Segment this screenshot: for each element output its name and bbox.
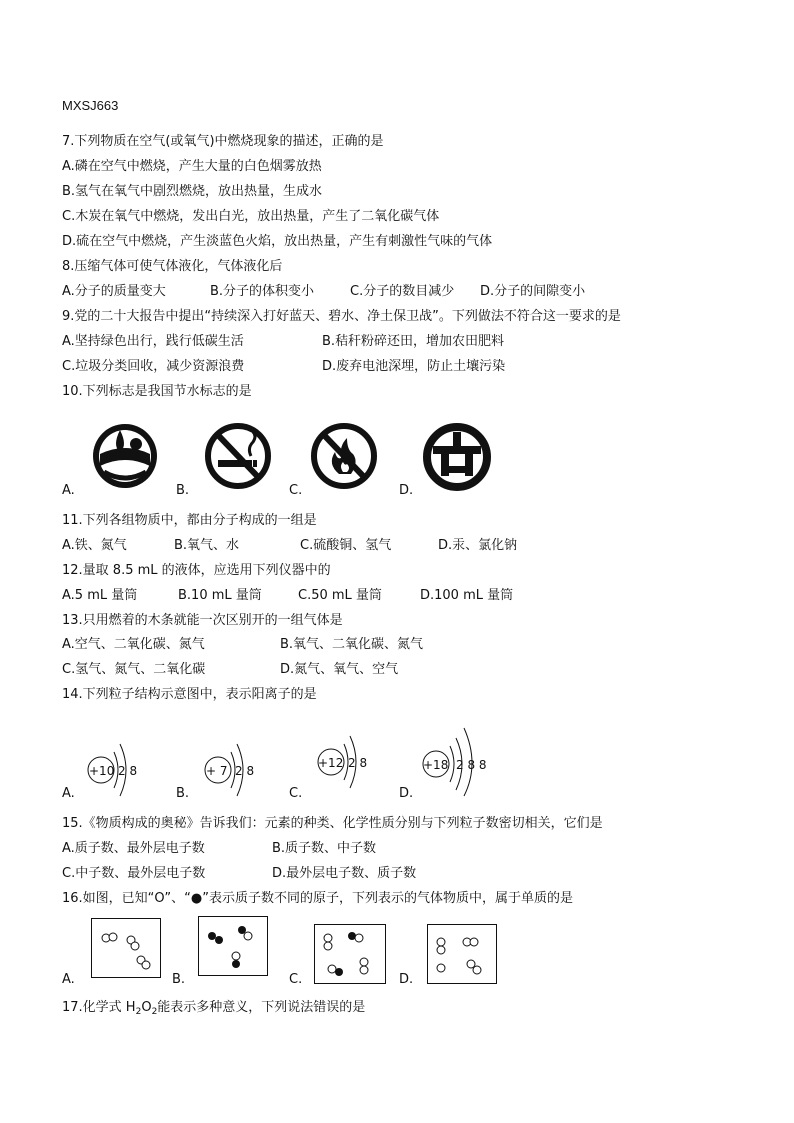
q14-shells-b: 2 8 — [235, 764, 255, 778]
q13-option-a: A.空气、二氧化碳、氮气 — [62, 637, 205, 652]
q7-option-d: D.硫在空气中燃烧，产生淡蓝色火焰，放出热量，产生有刺激性气味的气体 — [62, 234, 493, 249]
no-smoking-sign-icon — [203, 420, 273, 492]
q14-shells-c: 2 8 — [348, 756, 368, 770]
q8-option-a: A.分子的质量变大 — [62, 284, 166, 299]
q11-stem: 11.下列各组物质中，都由分子构成的一组是 — [62, 513, 317, 528]
q17-sub1: 2 — [135, 1007, 142, 1017]
molecule-box-d-icon — [427, 924, 497, 984]
q7-option-c: C.木炭在氧气中燃烧，发出白光，放出热量，产生了二氧化碳气体 — [62, 209, 440, 224]
q10-label-d: D. — [399, 483, 414, 498]
q15-option-c: C.中子数、最外层电子数 — [62, 866, 206, 881]
q12-option-c: C.50 mL 量筒 — [298, 588, 382, 603]
q14-nucleus-d: +18 — [423, 758, 449, 772]
q11-option-b: B.氧气、水 — [174, 538, 240, 553]
q7-option-b: B.氢气在氧气中剧烈燃烧，放出热量，生成水 — [62, 184, 323, 199]
q13-option-b: B.氧气、二氧化碳、氮气 — [280, 637, 424, 652]
q10-label-c: C. — [289, 483, 303, 498]
q11-option-d: D.汞、氯化钠 — [438, 538, 518, 553]
q15-option-b: B.质子数、中子数 — [272, 841, 377, 856]
q14-stem: 14.下列粒子结构示意图中，表示阳离子的是 — [62, 687, 317, 702]
q16-label-c: C. — [289, 972, 303, 987]
q13-stem: 13.只用燃着的木条就能一次区别开的一组气体是 — [62, 613, 343, 628]
q9-option-b: B.秸秆粉碎还田，增加农田肥料 — [322, 334, 505, 349]
q16-label-d: D. — [399, 972, 414, 987]
q15-stem: 15.《物质构成的奥秘》告诉我们：元素的种类、化学性质分别与下列粒子数密切相关，它们是 — [62, 816, 603, 831]
q12-stem: 12.量取 8.5 mL 的液体，应选用下列仪器中的 — [62, 563, 331, 578]
q9-stem: 9.党的二十大报告中提出“持续深入打好蓝天、碧水、净土保卫战”。下列做法不符合这一要求的是 — [62, 309, 621, 324]
q16-stem: 16.如图，已知“O”、“●”表示质子数不同的原子，下列表示的气体物质中，属于单质的是 — [62, 891, 573, 906]
q16-label-b: B. — [172, 972, 186, 987]
q7-option-a: A.磷在空气中燃烧，产生大量的白色烟雾放热 — [62, 159, 322, 174]
q15-option-d: D.最外层电子数、质子数 — [272, 866, 417, 881]
q7-stem: 7.下列物质在空气(或氧气)中燃烧现象的描述，正确的是 — [62, 134, 384, 149]
q14-label-d: D. — [399, 786, 414, 801]
molecule-box-b-icon — [198, 916, 268, 976]
q14-nucleus-c: +12 — [318, 756, 344, 770]
q9-option-c: C.垃圾分类回收，减少资源浪费 — [62, 359, 245, 374]
water-saving-sign-icon — [90, 420, 160, 492]
recycling-sign-icon — [421, 420, 493, 494]
q14-nucleus-b: + 7 — [206, 764, 228, 778]
q8-option-c: C.分子的数目减少 — [350, 284, 455, 299]
q17-sub2: 2 — [151, 1007, 158, 1017]
q14-label-b: B. — [176, 786, 190, 801]
q11-option-a: A.铁、氮气 — [62, 538, 127, 553]
q10-label-b: B. — [176, 483, 190, 498]
q17-stem-mid: O — [141, 1000, 152, 1015]
no-fire-sign-icon — [309, 420, 379, 492]
q16-label-a: A. — [62, 972, 75, 987]
q17-stem-post: 能表示多种意义，下列说法错误的是 — [157, 1000, 366, 1015]
q12-option-a: A.5 mL 量筒 — [62, 588, 138, 603]
q8-stem: 8.压缩气体可使气体液化，气体液化后 — [62, 259, 283, 274]
q12-option-b: B.10 mL 量筒 — [178, 588, 262, 603]
q14-nucleus-a: +10 — [89, 764, 115, 778]
q10-label-a: A. — [62, 483, 75, 498]
q10-stem: 10.下列标志是我国节水标志的是 — [62, 384, 252, 399]
molecule-box-c-icon — [314, 924, 386, 984]
document-code: MXSJ663 — [62, 98, 119, 113]
q8-option-d: D.分子的间隙变小 — [480, 284, 586, 299]
q11-option-c: C.硫酸铜、氢气 — [300, 538, 392, 553]
q13-option-d: D.氮气、氧气、空气 — [280, 662, 399, 677]
q14-shells-a: 2 8 — [118, 764, 138, 778]
q14-shells-d: 2 8 8 — [456, 758, 487, 772]
q17-stem-pre: 17.化学式 H — [62, 1000, 136, 1015]
q9-option-d: D.废弃电池深埋，防止土壤污染 — [322, 359, 506, 374]
q14-label-c: C. — [289, 786, 303, 801]
q8-option-b: B.分子的体积变小 — [210, 284, 315, 299]
q17-stem — [62, 999, 365, 1021]
q14-label-a: A. — [62, 786, 75, 801]
q15-option-a: A.质子数、最外层电子数 — [62, 841, 205, 856]
molecule-box-a-icon — [91, 918, 161, 978]
q12-option-d: D.100 mL 量筒 — [420, 588, 514, 603]
q13-option-c: C.氢气、氮气、二氧化碳 — [62, 662, 206, 677]
q9-option-a: A.坚持绿色出行，践行低碳生活 — [62, 334, 244, 349]
